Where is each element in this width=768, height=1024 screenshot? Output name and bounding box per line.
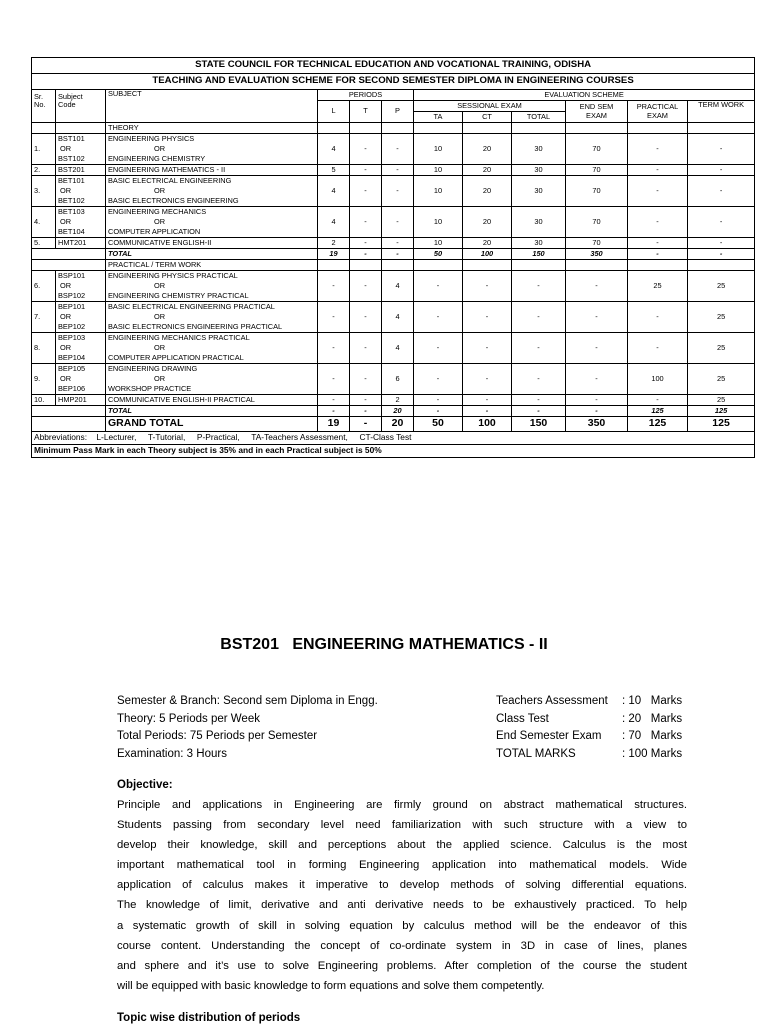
periods-header: PERIODS bbox=[318, 90, 414, 101]
total-t: - bbox=[350, 406, 382, 417]
value-t: - bbox=[350, 165, 382, 176]
subject-row bbox=[32, 271, 755, 282]
value-ct: 20 bbox=[463, 238, 512, 249]
value-p: - bbox=[382, 238, 414, 249]
code-header-line1: Subject bbox=[58, 91, 83, 101]
subject-name: ENGINEERING MECHANICS bbox=[106, 207, 318, 218]
value-ct: - bbox=[463, 302, 512, 333]
value-tw: - bbox=[688, 176, 755, 207]
value-end: - bbox=[566, 333, 628, 364]
subject-code: BST201 bbox=[56, 165, 106, 176]
subject-row bbox=[32, 134, 755, 145]
value-p: - bbox=[382, 134, 414, 165]
subject-code: BEP102 bbox=[56, 322, 106, 333]
value-tw: 25 bbox=[688, 271, 755, 302]
value-ta: - bbox=[414, 271, 463, 302]
value-t: - bbox=[350, 238, 382, 249]
subject-name: ENGINEERING MECHANICS PRACTICAL bbox=[106, 333, 318, 344]
total-l: - bbox=[318, 406, 350, 417]
grand-total-PRAC: 125 bbox=[628, 417, 688, 432]
objective-line: The knowledge of limit, derivative and anti derivative needs to be exhaustively practiced. To help bbox=[117, 899, 687, 912]
sessional-header: SESSIONAL EXAM bbox=[414, 101, 566, 112]
subject-row bbox=[32, 395, 755, 406]
value-prac: - bbox=[628, 165, 688, 176]
examination-hours: Examination: 3 Hours bbox=[117, 747, 227, 760]
sr-header-blank bbox=[32, 112, 56, 123]
value-ta: - bbox=[414, 395, 463, 406]
marks-label: TOTAL MARKS bbox=[496, 747, 576, 760]
value-total: - bbox=[512, 271, 566, 302]
subject-name: ENGINEERING CHEMISTRY bbox=[106, 154, 318, 165]
section-total-label: TOTAL bbox=[106, 249, 318, 260]
value-end: - bbox=[566, 302, 628, 333]
abbreviations-note: Abbreviations: L-Lecturer, T-Tutorial, P-Practical, TA-Teachers Assessment, CT-Class Test bbox=[32, 432, 755, 445]
theory-label-sr bbox=[32, 123, 56, 134]
subject-name: COMMUNICATIVE ENGLISH-II bbox=[106, 238, 318, 249]
objective-line: course content. Understanding the concept of co-ordinate system in 3D in case of lines, planes bbox=[117, 939, 687, 952]
value-ta: 10 bbox=[414, 176, 463, 207]
value-tw: 25 bbox=[688, 333, 755, 364]
value-total: 30 bbox=[512, 238, 566, 249]
value-ct: 20 bbox=[463, 207, 512, 238]
value-end: 70 bbox=[566, 176, 628, 207]
subject-name: BASIC ELECTRONICS ENGINEERING PRACTICAL bbox=[106, 322, 318, 333]
value-l: 4 bbox=[318, 176, 350, 207]
subject-row bbox=[32, 165, 755, 176]
total-prac: 125 bbox=[628, 406, 688, 417]
marks-value: : 70 Marks bbox=[622, 730, 683, 743]
value-l: 4 bbox=[318, 207, 350, 238]
subject-code: OR bbox=[56, 144, 106, 154]
marks-row bbox=[496, 693, 682, 711]
total-p: 20 bbox=[382, 406, 414, 417]
value-ta: 10 bbox=[414, 134, 463, 165]
total-blank bbox=[32, 406, 106, 417]
subject-row bbox=[32, 333, 755, 344]
value-prac: 25 bbox=[628, 271, 688, 302]
subject-code: BEP103 bbox=[56, 333, 106, 344]
marks-label: Class Test bbox=[496, 712, 549, 725]
value-total: 30 bbox=[512, 165, 566, 176]
section-total-row bbox=[32, 406, 755, 417]
code-header bbox=[56, 90, 106, 112]
value-tw: 25 bbox=[688, 302, 755, 333]
total-tw: - bbox=[688, 249, 755, 260]
objective-heading: Objective: bbox=[117, 779, 173, 791]
total-l: 19 bbox=[318, 249, 350, 260]
practical-section-label: PRACTICAL / TERM WORK bbox=[106, 260, 318, 271]
value-prac: - bbox=[628, 395, 688, 406]
grand-total-L: 19 bbox=[318, 417, 350, 432]
marks-label: End Semester Exam bbox=[496, 730, 602, 743]
total-end: 350 bbox=[566, 249, 628, 260]
value-l: 4 bbox=[318, 134, 350, 165]
theory-periods: Theory: 5 Periods per Week bbox=[117, 712, 260, 725]
total-blank bbox=[32, 249, 106, 260]
subject-code: BSP101 bbox=[56, 271, 106, 282]
subject-row bbox=[32, 364, 755, 375]
value-tw: 25 bbox=[688, 364, 755, 395]
value-ta: - bbox=[414, 333, 463, 364]
subject-name: OR bbox=[106, 343, 318, 353]
subject-code: HMT201 bbox=[56, 238, 106, 249]
value-t: - bbox=[350, 207, 382, 238]
subject-name: ENGINEERING DRAWING bbox=[106, 364, 318, 375]
marks-info bbox=[496, 693, 682, 763]
value-total: - bbox=[512, 302, 566, 333]
subject-code: OR bbox=[56, 281, 106, 291]
subject-name: WORKSHOP PRACTICE bbox=[106, 384, 318, 395]
serial-number: 5. bbox=[32, 238, 56, 249]
total-ct: - bbox=[463, 406, 512, 417]
value-p: 2 bbox=[382, 395, 414, 406]
value-p: 6 bbox=[382, 364, 414, 395]
value-total: - bbox=[512, 333, 566, 364]
sr-header bbox=[32, 90, 56, 112]
total-total: 150 bbox=[512, 249, 566, 260]
subject-code: OR bbox=[56, 343, 106, 353]
theory-section-label: THEORY bbox=[106, 123, 318, 134]
subject-code: OR bbox=[56, 217, 106, 227]
objective-line: a systematic growth of skill in solving equation by calculus method will be the endeavor of this bbox=[117, 919, 687, 932]
subject-name: BASIC ELECTRICAL ENGINEERING bbox=[106, 176, 318, 187]
section-total-label: TOTAL bbox=[106, 406, 318, 417]
grand-total-TOTAL: 150 bbox=[512, 417, 566, 432]
endsem-header-line1: END SEM bbox=[579, 102, 614, 112]
value-t: - bbox=[350, 302, 382, 333]
subject-row bbox=[32, 238, 755, 249]
evaluation-header: EVALUATION SCHEME bbox=[414, 90, 755, 101]
value-l: - bbox=[318, 302, 350, 333]
serial-number: 7. bbox=[32, 302, 56, 333]
grand-total-TA: 50 bbox=[414, 417, 463, 432]
value-prac: 100 bbox=[628, 364, 688, 395]
subject-code: BEP106 bbox=[56, 384, 106, 395]
ta-header: TA bbox=[414, 112, 463, 123]
objective-line: Principle and applications in Engineering are firmly ground on abstract mathematical structures. bbox=[117, 799, 687, 811]
scheme-title: TEACHING AND EVALUATION SCHEME FOR SECOND SEMESTER DIPLOMA IN ENGINEERING COURSES bbox=[32, 74, 755, 90]
total-ta: 50 bbox=[414, 249, 463, 260]
value-prac: - bbox=[628, 176, 688, 207]
subject-name: COMPUTER APPLICATION PRACTICAL bbox=[106, 353, 318, 364]
semester-branch: Semester & Branch: Second sem Diploma in Engg. bbox=[117, 695, 378, 707]
value-end: 70 bbox=[566, 134, 628, 165]
value-t: - bbox=[350, 364, 382, 395]
total-t: - bbox=[350, 249, 382, 260]
grand-total-CT: 100 bbox=[463, 417, 512, 432]
serial-number: 1. bbox=[32, 134, 56, 165]
objective-paragraph bbox=[117, 795, 687, 996]
grand-total-P: 20 bbox=[382, 417, 414, 432]
subject-name: OR bbox=[106, 312, 318, 322]
value-t: - bbox=[350, 333, 382, 364]
ct-header: CT bbox=[463, 112, 512, 123]
course-info-left bbox=[117, 693, 378, 763]
subject-code: BET102 bbox=[56, 196, 106, 207]
total-periods: Total Periods: 75 Periods per Semester bbox=[117, 730, 318, 743]
subject-name: BASIC ELECTRONICS ENGINEERING bbox=[106, 196, 318, 207]
value-tw: - bbox=[688, 238, 755, 249]
value-total: - bbox=[512, 395, 566, 406]
subject-title: BST201 ENGINEERING MATHEMATICS - II bbox=[220, 636, 548, 653]
subject-name: OR bbox=[106, 374, 318, 384]
value-prac: - bbox=[628, 207, 688, 238]
subject-code: BEP104 bbox=[56, 353, 106, 364]
subject-name: ENGINEERING PHYSICS bbox=[106, 134, 318, 145]
sr-header-line1: Sr. bbox=[34, 91, 44, 101]
subject-name: OR bbox=[106, 186, 318, 196]
value-p: - bbox=[382, 176, 414, 207]
marks-value: : 10 Marks bbox=[622, 695, 683, 707]
teaching-evaluation-scheme-table bbox=[31, 57, 755, 458]
p-header: P bbox=[382, 101, 414, 123]
practical-exam-header bbox=[628, 101, 688, 123]
total-header: TOTAL bbox=[512, 112, 566, 123]
value-ta: 10 bbox=[414, 238, 463, 249]
termwork-header: TERM WORK bbox=[688, 101, 755, 123]
value-ta: - bbox=[414, 364, 463, 395]
value-t: - bbox=[350, 271, 382, 302]
value-end: 70 bbox=[566, 165, 628, 176]
subject-code: OR bbox=[56, 312, 106, 322]
subject-code: HMP201 bbox=[56, 395, 106, 406]
subject-code: BEP101 bbox=[56, 302, 106, 313]
practical-header-line2: EXAM bbox=[647, 110, 668, 120]
endsem-header bbox=[566, 101, 628, 123]
total-p: - bbox=[382, 249, 414, 260]
objective-line: important mathematical tool in forming Engineering application into mathematical models. Wide bbox=[117, 859, 687, 872]
grand-total-TW: 125 bbox=[688, 417, 755, 432]
total-prac: - bbox=[628, 249, 688, 260]
value-prac: - bbox=[628, 238, 688, 249]
subject-header: SUBJECT bbox=[106, 90, 318, 112]
objective-line: develop their knowledge, skill and perceptions about the applied science. Calculus is the most bbox=[117, 839, 687, 852]
subject-name: COMPUTER APPLICATION bbox=[106, 227, 318, 238]
value-total: - bbox=[512, 364, 566, 395]
objective-line: will be equipped with basic knowledge to form equations and solve them competently. bbox=[117, 979, 545, 992]
code-header-blank bbox=[56, 112, 106, 123]
serial-number: 9. bbox=[32, 364, 56, 395]
objective-line: application of calculus makes it imperative to develop methods of solving differential equations. bbox=[117, 879, 687, 892]
value-end: - bbox=[566, 364, 628, 395]
value-total: 30 bbox=[512, 207, 566, 238]
subject-name: OR bbox=[106, 217, 318, 227]
value-end: 70 bbox=[566, 238, 628, 249]
grand-total-row bbox=[32, 417, 755, 432]
theory-label-code bbox=[56, 123, 106, 134]
subject-name: OR bbox=[106, 144, 318, 154]
t-header: T bbox=[350, 101, 382, 123]
value-ct: 20 bbox=[463, 134, 512, 165]
value-end: 70 bbox=[566, 207, 628, 238]
total-tw: 125 bbox=[688, 406, 755, 417]
subject-name: OR bbox=[106, 281, 318, 291]
subject-header-blank bbox=[106, 112, 318, 123]
value-ta: 10 bbox=[414, 165, 463, 176]
section-total-row bbox=[32, 249, 755, 260]
serial-number: 2. bbox=[32, 165, 56, 176]
value-p: - bbox=[382, 165, 414, 176]
value-tw: 25 bbox=[688, 395, 755, 406]
l-header: L bbox=[318, 101, 350, 123]
min-pass-note: Minimum Pass Mark in each Theory subject is 35% and in each Practical subject is 50% bbox=[32, 445, 755, 458]
subject-code: BST101 bbox=[56, 134, 106, 145]
grand-total-END: 350 bbox=[566, 417, 628, 432]
serial-number: 6. bbox=[32, 271, 56, 302]
marks-row bbox=[496, 711, 682, 729]
value-l: 5 bbox=[318, 165, 350, 176]
marks-row bbox=[496, 728, 682, 746]
subject-name: ENGINEERING CHEMISTRY PRACTICAL bbox=[106, 291, 318, 302]
value-p: 4 bbox=[382, 271, 414, 302]
objective-line: and sphere and it’s use to solve Engineering problems. After completion of the course the student bbox=[117, 959, 687, 972]
value-p: - bbox=[382, 207, 414, 238]
subject-code: BSP102 bbox=[56, 291, 106, 302]
subject-code: BST102 bbox=[56, 154, 106, 165]
total-total: - bbox=[512, 406, 566, 417]
value-end: - bbox=[566, 395, 628, 406]
total-end: - bbox=[566, 406, 628, 417]
value-prac: - bbox=[628, 333, 688, 364]
subject-code: OR bbox=[56, 374, 106, 384]
practical-header-line1: PRACTICAL bbox=[636, 102, 679, 112]
subject-row bbox=[32, 207, 755, 218]
total-ct: 100 bbox=[463, 249, 512, 260]
value-end: - bbox=[566, 271, 628, 302]
value-prac: - bbox=[628, 134, 688, 165]
serial-number: 3. bbox=[32, 176, 56, 207]
value-total: 30 bbox=[512, 176, 566, 207]
marks-row bbox=[496, 746, 682, 764]
practical-label-blank bbox=[32, 260, 106, 271]
value-ct: - bbox=[463, 364, 512, 395]
serial-number: 8. bbox=[32, 333, 56, 364]
value-p: 4 bbox=[382, 333, 414, 364]
subject-row bbox=[32, 176, 755, 187]
value-l: 2 bbox=[318, 238, 350, 249]
value-l: - bbox=[318, 333, 350, 364]
value-ta: 10 bbox=[414, 207, 463, 238]
value-ct: - bbox=[463, 395, 512, 406]
sr-header-line2: No. bbox=[34, 99, 46, 109]
endsem-header-line2: EXAM bbox=[586, 110, 607, 120]
value-l: - bbox=[318, 271, 350, 302]
value-tw: - bbox=[688, 165, 755, 176]
marks-value: : 20 Marks bbox=[622, 712, 683, 725]
subject-row bbox=[32, 302, 755, 313]
subject-code: BEP105 bbox=[56, 364, 106, 375]
value-ct: - bbox=[463, 333, 512, 364]
value-t: - bbox=[350, 395, 382, 406]
value-prac: - bbox=[628, 302, 688, 333]
value-p: 4 bbox=[382, 302, 414, 333]
grand-total-label: GRAND TOTAL bbox=[106, 417, 318, 432]
council-title: STATE COUNCIL FOR TECHNICAL EDUCATION AND VOCATIONAL TRAINING, ODISHA bbox=[32, 58, 755, 74]
value-t: - bbox=[350, 176, 382, 207]
subject-name: BASIC ELECTRICAL ENGINEERING PRACTICAL bbox=[106, 302, 318, 313]
marks-value: : 100 Marks bbox=[622, 747, 683, 760]
value-ta: - bbox=[414, 302, 463, 333]
value-t: - bbox=[350, 134, 382, 165]
subject-name: ENGINEERING MATHEMATICS - II bbox=[106, 165, 318, 176]
subject-code: BET104 bbox=[56, 227, 106, 238]
subject-name: ENGINEERING PHYSICS PRACTICAL bbox=[106, 271, 318, 282]
subject-code: BET103 bbox=[56, 207, 106, 218]
value-ct: 20 bbox=[463, 165, 512, 176]
value-l: - bbox=[318, 364, 350, 395]
subject-code: BET101 bbox=[56, 176, 106, 187]
objective-line: Students passing from secondary level need familiarization with such structure with a view to bbox=[117, 819, 687, 832]
total-ta: - bbox=[414, 406, 463, 417]
subject-code: OR bbox=[56, 186, 106, 196]
code-header-line2: Code bbox=[58, 99, 76, 109]
value-total: 30 bbox=[512, 134, 566, 165]
value-tw: - bbox=[688, 134, 755, 165]
grand-total-T: - bbox=[350, 417, 382, 432]
value-ct: - bbox=[463, 271, 512, 302]
subject-name: COMMUNICATIVE ENGLISH-II PRACTICAL bbox=[106, 395, 318, 406]
value-tw: - bbox=[688, 207, 755, 238]
topic-distribution-heading: Topic wise distribution of periods bbox=[117, 1012, 301, 1024]
value-ct: 20 bbox=[463, 176, 512, 207]
value-l: - bbox=[318, 395, 350, 406]
serial-number: 10. bbox=[32, 395, 56, 406]
marks-label: Teachers Assessment bbox=[496, 695, 608, 707]
serial-number: 4. bbox=[32, 207, 56, 238]
